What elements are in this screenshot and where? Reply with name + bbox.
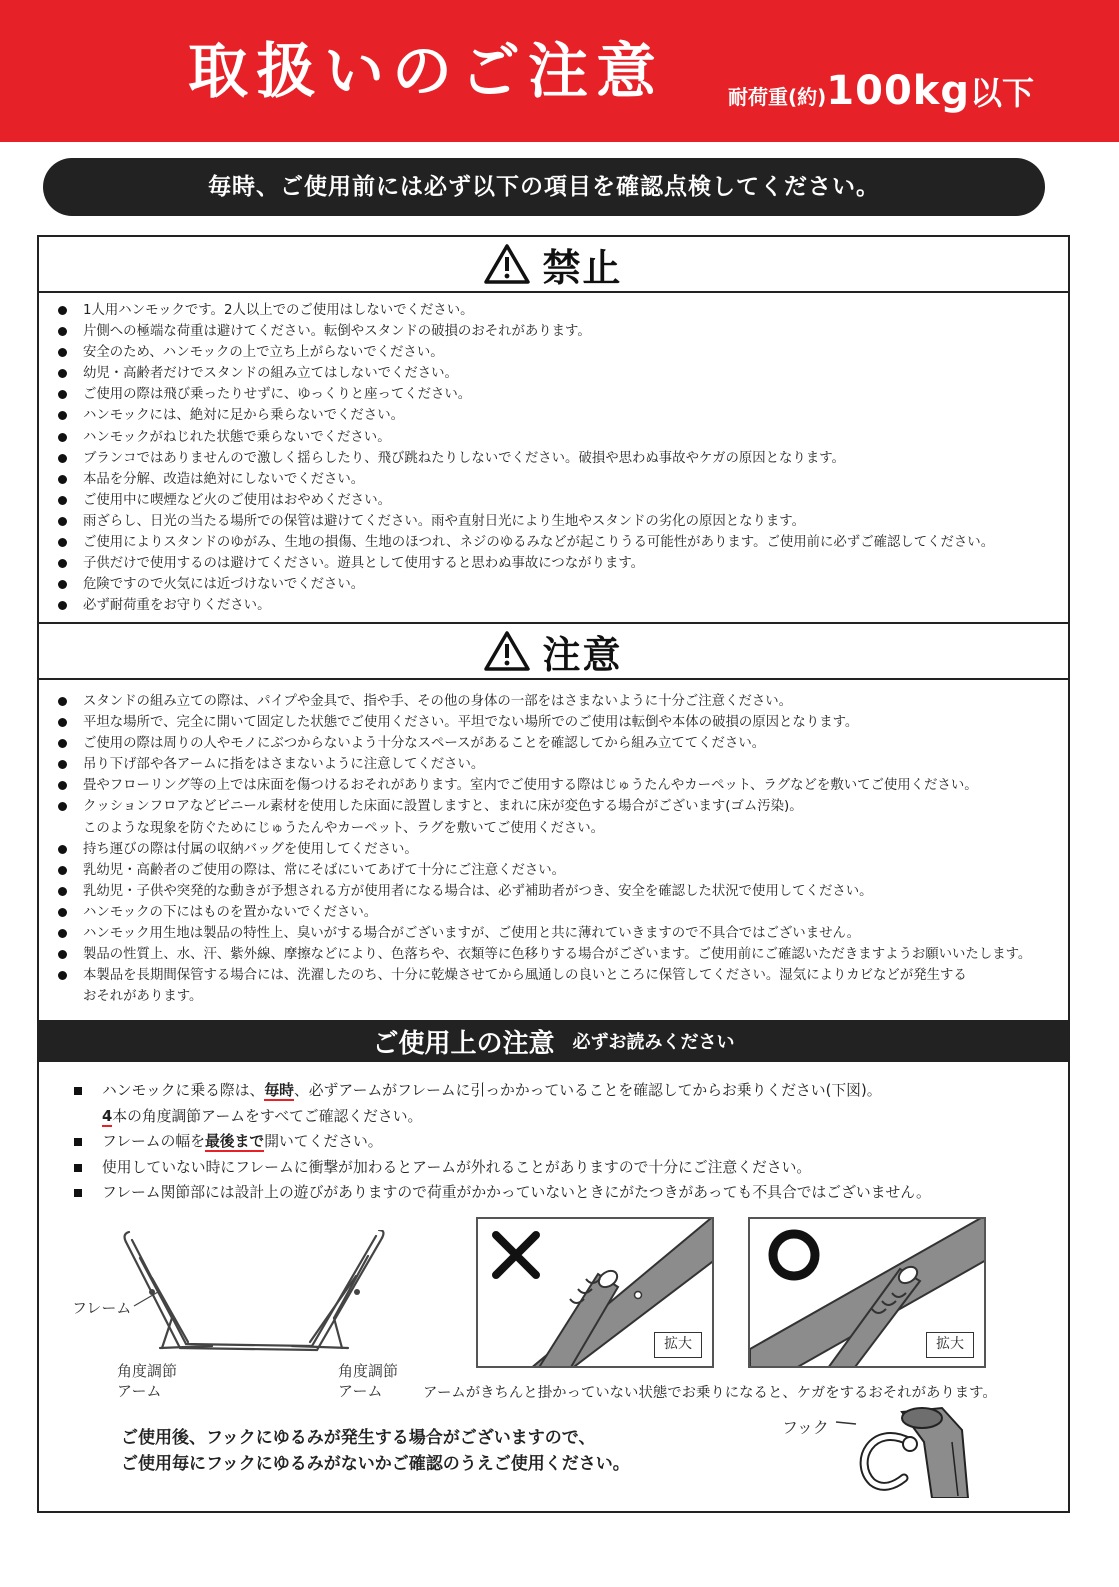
final-note-line-1: ご使用後、フックにゆるみが発生する場合がございますので、: [121, 1428, 596, 1448]
cross-icon: [488, 1227, 544, 1283]
prohibited-title: 禁止: [542, 245, 623, 290]
list-item-continuation: おそれがあります。: [83, 989, 203, 1005]
list-item: 本製品を長期間保管する場合には、洗濯したのち、十分に乾燥させてから風通しの良いところに保管してください。湿気によりカビなどが発生する: [58, 965, 1031, 986]
list-item: 子供だけで使用するのは避けてください。遊具として使用すると思わぬ事故につながります。: [58, 553, 994, 574]
list-item: ご使用によりスタンドのゆがみ、生地の損傷、生地のほつれ、ネジのゆるみなどが起こりうる可能性があります。ご使用前に必ずご確認してください。: [58, 532, 994, 553]
list-item: 片側への極端な荷重は避けてください。転倒やスタンドの破損のおそれがあります。: [58, 321, 994, 342]
list-item: 乳幼児・子供や突発的な動きが予想される方が使用者になる場合は、必ず補助者がつき、安全を確認した状況で使用してください。: [58, 881, 1031, 902]
list-item: ご使用の際は飛び乗ったりせずに、ゆっくりと座ってください。: [58, 384, 994, 405]
list-item: 畳やフローリング等の上では床面を傷つけるおそれがあります。室内でご使用する際はじゅうたんやカーペット、ラグなどを敷いてご使用ください。: [58, 775, 1031, 796]
list-item: 幼児・高齢者だけでスタンドの組み立てはしないでください。: [58, 363, 994, 384]
zoom-label-good: 拡大: [926, 1332, 974, 1358]
correct-example-box: [748, 1217, 986, 1368]
list-item: フレーム関節部には設計上の遊びがありますので荷重がかかっていないときにがたつきがあっても不具合ではございません。: [72, 1180, 931, 1206]
usage-subtitle: 必ずお読みください: [572, 1032, 735, 1053]
list-item: 製品の性質上、水、汗、紫外線、摩擦などにより、色落ちや、衣類等に色移りする場合がございます。ご使用前にご確認いただきますようお願いいたします。: [58, 944, 1031, 965]
arm-label-left-2: アーム: [117, 1382, 162, 1400]
arm-label-right-2: アーム: [338, 1382, 383, 1400]
list-item: ご使用中に喫煙など火のご使用はおやめください。: [58, 490, 994, 511]
usage-title: ご使用上の注意: [372, 1028, 555, 1059]
frame-label: フレーム: [72, 1299, 132, 1317]
caution-heading: [37, 622, 1070, 680]
list-item: 1人用ハンモックです。2人以上でのご使用はしないでください。: [58, 300, 994, 321]
frame-leader-line: [132, 1290, 162, 1310]
load-capacity: [728, 68, 1034, 114]
final-note-line-2: ご使用毎にフックにゆるみがないかご確認のうえご使用ください。: [121, 1454, 630, 1474]
list-item: ブランコではありませんので激しく揺らしたり、飛び跳ねたりしないでください。破損や思わぬ事故やケガの原因となります。: [58, 448, 994, 469]
list-item: ハンモックには、絶対に足から乗らないでください。: [58, 405, 994, 426]
list-item: 乳幼児・高齢者のご使用の際は、常にそばにいてあげて十分にご注意ください。: [58, 860, 1031, 881]
hook-illustration: [832, 1402, 982, 1498]
list-item: フレームの幅を最後まで開いてください。: [72, 1129, 931, 1155]
emphasis: 4: [102, 1107, 113, 1125]
warning-icon: [484, 243, 530, 285]
list-item: ハンモックがねじれた状態で乗らないでください。: [58, 427, 994, 448]
usage-list: [72, 1078, 931, 1206]
page-title: 取扱いのご注意: [188, 37, 664, 107]
list-item: 持ち運びの際は付属の収納バッグを使用してください。: [58, 839, 1031, 860]
list-item-continuation: このような現象を防ぐためにじゅうたんやカーペット、ラグを敷いてご使用ください。: [83, 820, 605, 836]
list-item: ハンモックの下にはものを置かないでください。: [58, 902, 1031, 923]
emphasis: 最後まで: [205, 1133, 265, 1150]
list-item-continuation: 4本の角度調節アームをすべてご確認ください。: [102, 1107, 423, 1125]
list-item: ハンモックに乗る際は、毎時、必ずアームがフレームに引っかかっていることを確認してからお乗りください(下図)。: [72, 1078, 931, 1104]
circle-ok-icon: [764, 1225, 824, 1285]
warning-icon: [484, 630, 530, 672]
emphasis: 毎時: [264, 1082, 294, 1099]
zoom-label-bad: 拡大: [654, 1332, 702, 1358]
list-item: 危険ですので火気には近づけないでください。: [58, 574, 994, 595]
arm-label-left-1: 角度調節: [117, 1362, 178, 1380]
list-item: 雨ざらし、日光の当たる場所での保管は避けてください。雨や直射日光により生地やスタンドの劣化の原因となります。: [58, 511, 994, 532]
list-item: 安全のため、ハンモックの上で立ち上がらないでください。: [58, 342, 994, 363]
list-item: 使用していない時にフレームに衝撃が加わるとアームが外れることがありますので十分にご注意ください。: [72, 1155, 931, 1181]
usage-heading: [37, 1020, 1070, 1062]
load-suffix: 以下: [970, 74, 1035, 112]
incorrect-example-box: [476, 1217, 714, 1368]
arm-warning-note: アームがきちんと掛かっていない状態でお乗りになると、ケガをするおそれがあります。: [423, 1385, 997, 1401]
list-item: クッションフロアなどビニール素材を使用した床面に設置しますと、まれに床が変色する場合がございます(ゴム汚染)。: [58, 796, 1031, 817]
caution-list: [58, 691, 1031, 1007]
list-item: 吊り下げ部や各アームに指をはさまないように注意してください。: [58, 754, 1031, 775]
prohibited-heading: [37, 235, 1070, 293]
header-bar: [0, 0, 1119, 142]
arm-label-right-1: 角度調節: [338, 1362, 399, 1380]
load-value: 100kg: [826, 68, 971, 114]
list-item: 本品を分解、改造は絶対にしないでください。: [58, 469, 994, 490]
final-note: [121, 1425, 630, 1477]
list-item: 必ず耐荷重をお守りください。: [58, 595, 994, 616]
check-banner: 毎時、ご使用前には必ず以下の項目を確認点検してください。: [43, 158, 1045, 216]
list-item: 平坦な場所で、完全に開いて固定した状態でご使用ください。平坦でない場所でのご使用は転倒や本体の破損の原因となります。: [58, 712, 1031, 733]
load-prefix: 耐荷重(約): [728, 85, 827, 109]
list-item: スタンドの組み立ての際は、パイプや金具で、指や手、その他の身体の一部をはさまないように十分ご注意ください。: [58, 691, 1031, 712]
hook-label: フック: [782, 1418, 829, 1437]
prohibited-list: [58, 300, 994, 616]
list-item: ご使用の際は周りの人やモノにぶつからないよう十分なスペースがあることを確認してから組み立ててください。: [58, 733, 1031, 754]
list-item: ハンモック用生地は製品の特性上、臭いがする場合がございますが、ご使用と共に薄れていきますので不具合ではございません。: [58, 923, 1031, 944]
caution-title: 注意: [542, 632, 623, 677]
